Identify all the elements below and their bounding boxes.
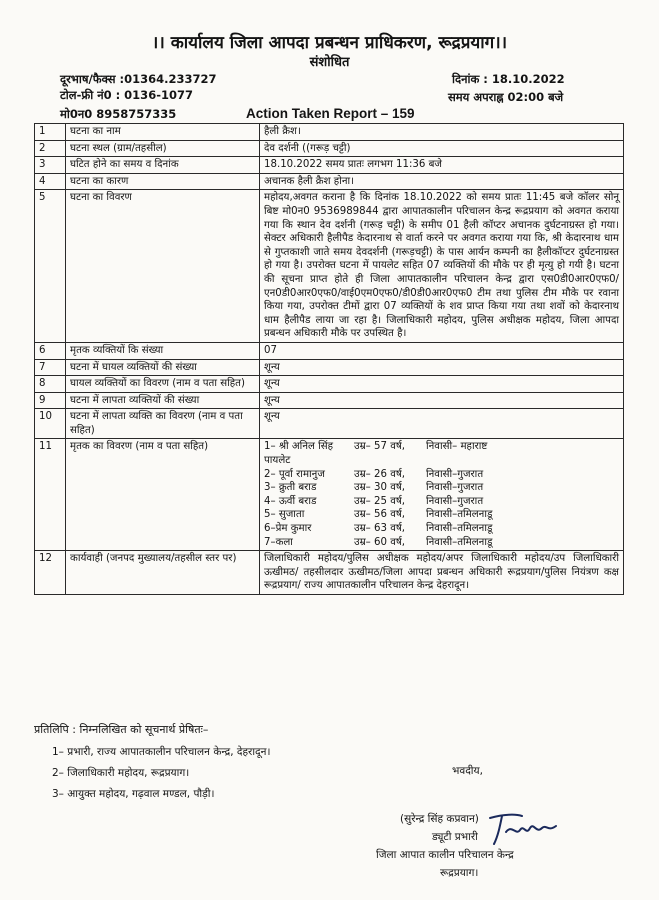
deceased-age: उम्र– 63 वर्ष, [354,523,405,535]
row-label: घायल व्यक्तियों का विवरण (नाम व पता सहित) [66,376,260,393]
list-item [264,536,619,550]
deceased-name: 2– पूर्वा रामानुज [264,468,325,480]
report-table [34,123,624,595]
row-value: अचानक हैली क्रैश होना। [260,173,624,190]
deceased-age: उम्र– 60 वर्ष, [354,536,405,548]
row-label: घटित होने का समय व दिनांक [66,157,260,174]
row-number: 9 [35,392,66,409]
deceased-age: उम्र– 26 वर्ष, [354,468,405,480]
row-number: 2 [35,140,66,157]
row-value: हैली क्रैश। [260,124,624,141]
deceased-name: 5– सुजाता [264,509,305,521]
row-value: शून्य [260,392,624,409]
row-value: शून्य [260,409,624,439]
row-value: 07 [260,342,624,359]
action-taken [260,551,624,595]
signoff-greeting: भवदीय, [452,765,483,777]
report-date: दिनांक : 18.10.2022 [452,72,565,86]
amended-label: संशोधित [309,55,350,70]
row-value: शून्य [260,376,624,393]
deceased-residence: निवासी–तमिलनाडू [426,523,493,535]
table-row [35,157,624,174]
list-item [264,495,619,509]
signatory-designation: ड्यूटी प्रभारी [432,831,478,843]
row-number: 5 [35,190,66,343]
table-row [35,376,624,393]
deceased-residence: निवासी–गुजरात [426,482,484,494]
deceased-age: उम्र– 57 वर्ष, [354,441,405,453]
handwritten-signature [486,810,560,848]
row-label: मृतक का विवरण (नाम व पता सहित) [66,439,260,551]
deceased-residence: निवासी– महाराष्ट [426,441,488,453]
mobile-number: मो0न0 8958757335 [60,107,177,121]
row-label: घटना स्थल (ग्राम/तहसील) [66,140,260,157]
row-number: 12 [35,551,66,595]
table-row [35,392,624,409]
deceased-name: 7–कला [264,536,293,548]
row-label: घटना में लापता व्यक्ति का विवरण (नाम व पता सहित) [66,409,260,439]
deceased-age: उम्र– 56 वर्ष, [354,509,405,521]
deceased-age: उम्र– 30 वर्ष, [354,482,405,494]
phone-fax: दूरभाष/फैक्स :01364.233727 [60,72,217,86]
deceased-residence: निवासी–गुजरात [426,468,484,480]
list-item [264,468,619,482]
action-text: जिलाधिकारी महोदय/पुलिस अधीक्षक महोदय/अपर जिलाधिकारी महोदय/उप जिलाधिकारी ऊखीमठ/ तहसीलदार ऊखीमठ/जिला आपदा प्रबन्धन अधिकारी रूद्रप्रयाग/पुलिस नियंत्रण कक्ष रूद्रप्रयाग/ राज्य आपातकालीन परिचालन केन्द्र देहरादून। [264,553,619,592]
table-row [35,409,624,439]
row-number: 8 [35,376,66,393]
office-title: ।। कार्यालय जिला आपदा प्रबन्धन प्राधिकरण, रूद्रप्रयाग।। [151,33,508,53]
copy-to-heading: प्रतिलिपि : निम्नलिखित को सूचनार्थ प्रेषितः– [34,723,209,736]
deceased-name: 4– ऊर्वी बराड [264,495,317,507]
deceased-name: 6–प्रेम कुमार [264,523,312,535]
row-label: घटना का कारण [66,173,260,190]
table-row [35,359,624,376]
row-value: शून्य [260,359,624,376]
list-item [264,440,619,467]
row-number: 6 [35,342,66,359]
incident-description [260,190,624,343]
row-number: 10 [35,409,66,439]
deceased-name: 1– श्री अनिल सिंह पायलेट [264,441,334,467]
table-row [35,140,624,157]
row-label: मृतक व्यक्तियों कि संख्या [66,342,260,359]
deceased-residence: निवासी–तमिलनाडू [426,509,493,521]
signatory-office: जिला आपात कालीन परिचालन केन्द्र [376,849,514,861]
deceased-residence: निवासी–तमिलनाडू [426,536,493,548]
row-label: कार्यवाही (जनपद मुख्यालय/तहसील स्तर पर) [66,551,260,595]
row-value: देव दर्शनी ((गरूड़ चट्टी) [260,140,624,157]
copy-recipient-1: 1– प्रभारी, राज्य आपातकालीन परिचालन केन्द्र, देहरादून। [52,746,271,758]
deceased-residence: निवासी–गुजरात [426,495,484,507]
description-text: महोदय,अवगत कराना है कि दिनांक 18.10.2022 को समय प्रातः 11:45 बजे कॉलर सोनू बिष्ट मो0न0 9536989844 द्वारा आपातकालीन परिचालन केन्द्र रूद्रप्रयाग को अवगत कराया गया कि स्थान देव दर्शनी (गरूड़ चट्टी) के समीप 01 हैली कॉप्टर अचानक दुर्घटनाग्रस्त हो गया। सेक्टर अधिकारी हैलीपैड केदारनाथ से वार्ता करने पर अवगत कराया गया कि, श्री केदारनाथ धाम से गुप्तकाशी जाते समय देवदर्शनी (गरूड़चट्टी) के पास आर्यन कम्पनी का हैलीकॉप्टर दुर्घटनाग्रस्त हो गया है। उपरोक्त घटना में पायलेट सहित 07 व्यक्तियों की मौके पर ही मृत्यु हो गयी है। घटना की सूचना प्राप्त होते ही जिला आपातकालीन परिचालन केन्द्र द्वारा एस0डी0आर0एफ0/एन0डी0आर0एफ0/वाई0एम0एफ0/डी0डी0आर0एफ0 टीम तथा पुलिस टीम मौके पर रवाना किया गया, उपरोक्त टीमों द्वारा 07 व्यक्तियों के शव प्राप्त किया गया तथा शवों को केदारनाथ धाम हैलीपैड लाया जा रहा है। जिलाधिकारी महोदय, पुलिस अधीक्षक महोदय, जिला आपदा प्रबन्धन अधिकारी मौके पर उपस्थित है। [264,192,619,340]
signatory-place: रूद्रप्रयाग। [440,867,479,879]
row-number: 3 [35,157,66,174]
row-label: घटना का विवरण [66,190,260,343]
row-label: घटना का नाम [66,124,260,141]
deceased-age: उम्र– 25 वर्ष, [354,495,405,507]
row-number: 1 [35,124,66,141]
deceased-name: 3– क्रुती बराड [264,482,317,494]
row-label: घटना में घायल व्यक्तियों की संख्या [66,359,260,376]
list-item [264,508,619,522]
report-title: Action Taken Report – 159 [246,106,415,121]
list-item [264,522,619,536]
copy-recipient-2: 2– जिलाधिकारी महोदय, रूद्रप्रयाग। [52,767,190,779]
row-number: 4 [35,173,66,190]
table-row [35,439,624,551]
report-time: समय अपराह्न 02:00 बजे [448,90,564,104]
table-row [35,342,624,359]
row-label: घटना में लापता व्यक्तियों की संख्या [66,392,260,409]
toll-free-number: टोल-फ्री नं0 : 0136-1077 [60,88,193,102]
signatory-name: (सुरेन्द्र सिंह कप्रवान) [400,813,479,825]
deceased-list [260,439,624,551]
row-number: 11 [35,439,66,551]
table-row [35,551,624,595]
copy-recipient-3: 3– आयुक्त महोदय, गढ़वाल मण्डल, पौड़ी। [52,788,215,800]
table-row [35,190,624,343]
row-number: 7 [35,359,66,376]
row-value: 18.10.2022 समय प्रातः लगभग 11:36 बजे [260,157,624,174]
list-item [264,481,619,495]
table-row [35,173,624,190]
table-row [35,124,624,141]
